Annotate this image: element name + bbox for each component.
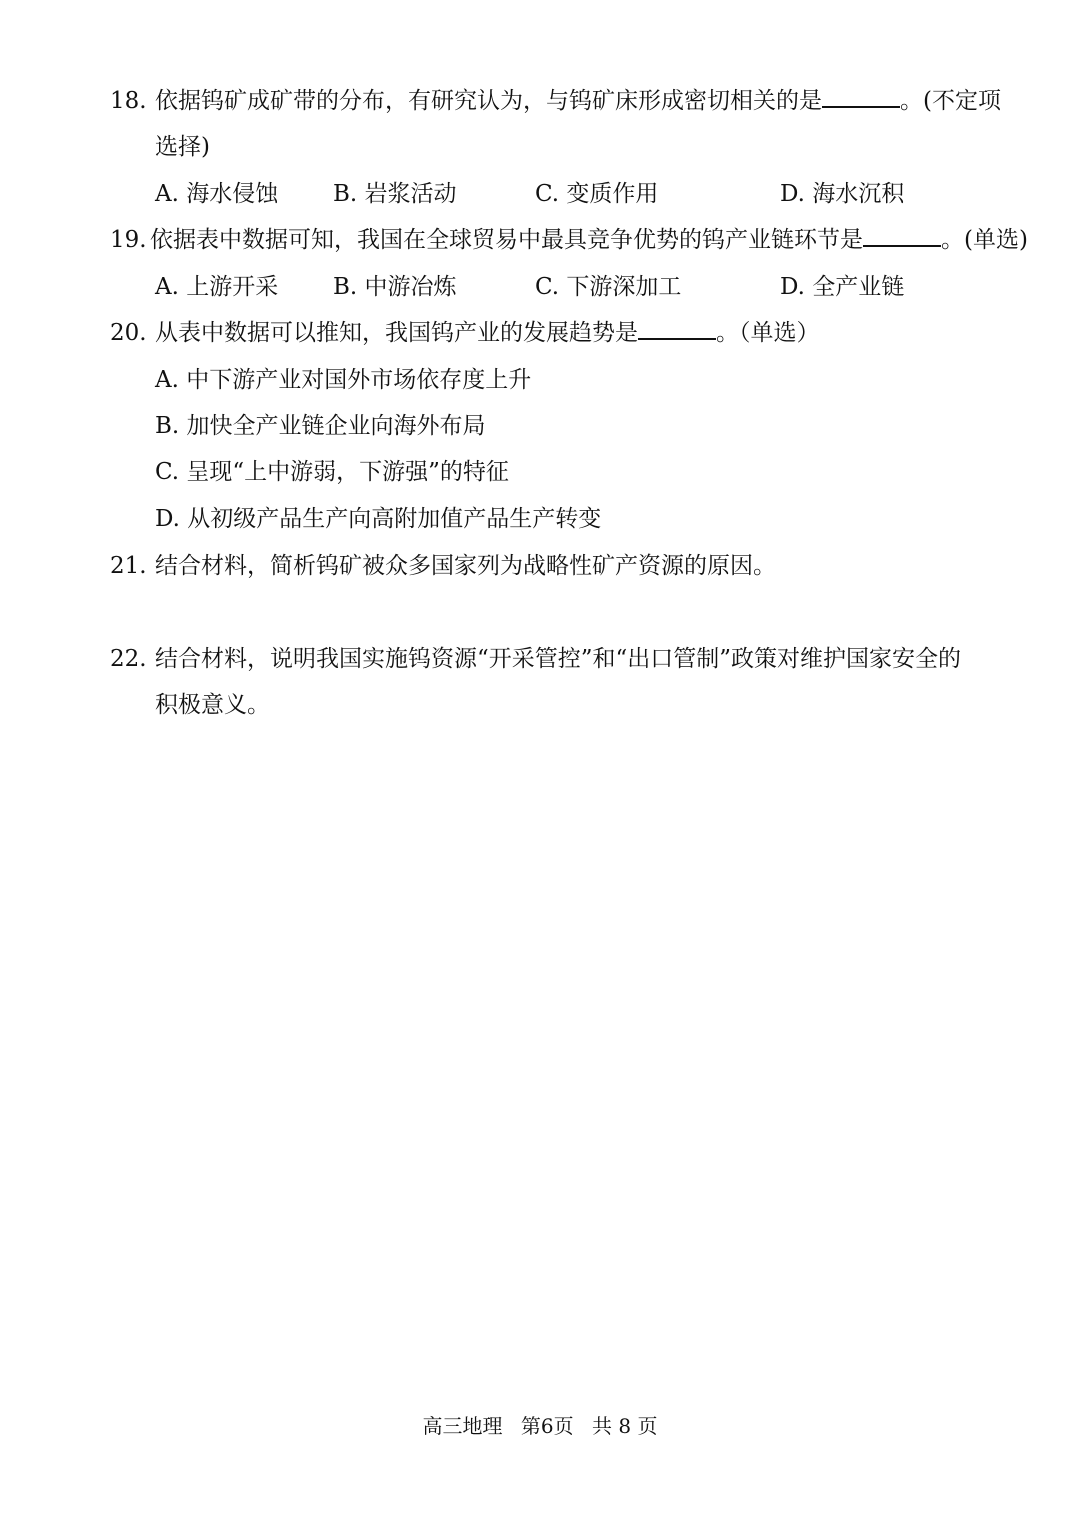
option-a: A. 海水侵蚀 — [155, 181, 279, 207]
answer-blank — [863, 225, 941, 247]
footer-page-number: 第6页 — [520, 1414, 574, 1438]
answer-blank — [638, 318, 716, 340]
option-a: A. 上游开采 — [155, 274, 279, 300]
option-b: B. 岩浆活动 — [333, 181, 457, 207]
answer-blank — [822, 86, 900, 108]
option-d: D. 全产业链 — [780, 274, 905, 300]
question-stem: 结合材料，说明我国实施钨资源“开采管控”和“出口管制”政策对维护国家安全的 — [155, 646, 962, 672]
question-number: 22. — [110, 646, 147, 672]
option-c: C. 下游深加工 — [535, 274, 682, 300]
page-footer — [0, 1410, 1080, 1439]
option-d: D. 从初级产品生产向高附加值产品生产转变 — [155, 506, 602, 532]
question-number: 20. — [110, 320, 147, 346]
option-c: C. 变质作用 — [535, 181, 659, 207]
question-stem: 结合材料，简析钨矿被众多国家列为战略性矿产资源的原因。 — [155, 553, 776, 579]
footer-subject: 高三地理 — [422, 1414, 503, 1438]
question-stem-continued: 积极意义。 — [155, 692, 270, 718]
question-stem: 依据表中数据可知，我国在全球贸易中最具竞争优势的钨产业链环节是 。(单选) — [150, 227, 1028, 253]
question-stem: 从表中数据可以推知，我国钨产业的发展趋势是 。（单选） — [155, 320, 820, 346]
question-stem: 依据钨矿成矿带的分布，有研究认为，与钨矿床形成密切相关的是 。(不定项 — [155, 88, 1001, 114]
option-a: A. 中下游产业对国外市场依存度上升 — [155, 367, 532, 393]
footer-total-pages: 共 8 页 — [592, 1414, 658, 1438]
question-number: 21. — [110, 553, 147, 579]
option-b: B. 中游冶炼 — [333, 274, 457, 300]
question-stem-continued: 选择) — [155, 134, 210, 160]
question-number: 19. — [110, 227, 147, 253]
option-c: C. 呈现“上中游弱，下游强”的特征 — [155, 459, 509, 485]
option-d: D. 海水沉积 — [780, 181, 905, 207]
question-number: 18. — [110, 88, 147, 114]
option-b: B. 加快全产业链企业向海外布局 — [155, 413, 486, 439]
